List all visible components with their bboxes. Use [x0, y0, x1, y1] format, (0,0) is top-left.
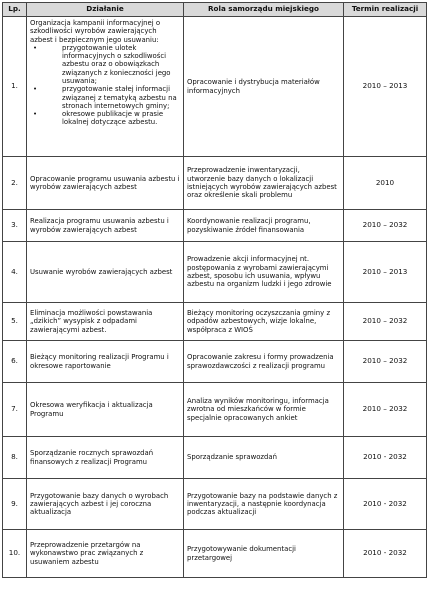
cell-dzialanie: Opracowanie programu usuwania azbestu i wyrobów zawierających azbest	[27, 157, 184, 210]
list-item-text: przygotowanie ulotek informacyjnych o szkodliwości azbestu oraz o obowiązkach związanych z konieczności jego usuwania;	[62, 43, 171, 85]
cell-dzialanie: Przygotowanie bazy danych o wyrobach zawierających azbest i jej coroczna aktualizacja	[27, 479, 184, 530]
table-row	[3, 437, 427, 479]
list-item	[30, 110, 180, 127]
table-row	[3, 341, 427, 383]
cell-lp: 3.	[3, 210, 27, 242]
table-row	[3, 242, 427, 303]
cell-rola: Bieżący monitoring oczyszczania gminy z odpadów azbestowych, wizje lokalne, współpraca z WIOŚ	[184, 303, 344, 341]
table-row	[3, 210, 427, 242]
bullet-icon: •	[33, 85, 38, 94]
cell-rola: Przygotowanie bazy na podstawie danych z inwentaryzacji, a następnie koordynacja podczas aktualizacji	[184, 479, 344, 530]
header-row	[3, 3, 427, 17]
cell-rola: Opracowanie i dystrybucja materiałów informacyjnych	[184, 17, 344, 157]
cell-lp: 1.	[3, 17, 27, 157]
table-row	[3, 479, 427, 530]
cell-rola: Koordynowanie realizacji programu, pozyskiwanie źródeł finansowania	[184, 210, 344, 242]
cell-termin: 2010 - 2032	[344, 530, 427, 578]
cell-rola: Prowadzenie akcji informacyjnej nt. postępowania z wyrobami zawierającymi azbest, sposobu ich usuwania, wpływu azbestu na organizm ludzki i jego zdrowie	[184, 242, 344, 303]
cell-termin: 2010 - 2032	[344, 437, 427, 479]
table-row	[3, 383, 427, 437]
table-row	[3, 157, 427, 210]
cell-lp: 2.	[3, 157, 27, 210]
cell-termin: 2010 – 2013	[344, 242, 427, 303]
cell-dzialanie: Realizacja programu usuwania azbestu i wyrobów zawierających azbest	[27, 210, 184, 242]
list-item	[30, 44, 180, 85]
header-rola: Rola samorządu miejskiego	[184, 3, 344, 17]
cell-dzialanie: Usuwanie wyrobów zawierających azbest	[27, 242, 184, 303]
cell-rola: Przygotowywanie dokumentacji przetargowej	[184, 530, 344, 578]
cell-dzialanie: Bieżący monitoring realizacji Programu i okresowe raportowanie	[27, 341, 184, 383]
cell-lp: 9.	[3, 479, 27, 530]
table-row	[3, 303, 427, 341]
list-item-text: okresowe publikacje w prasie lokalnej dotyczące azbestu.	[62, 110, 164, 127]
header-dzialanie: Działanie	[27, 3, 184, 17]
cell-lp: 7.	[3, 383, 27, 437]
cell-dzialanie: Eliminacja możliwości powstawania „dzikich” wysypisk z odpadami zawierającymi azbest.	[27, 303, 184, 341]
cell-termin: 2010 – 2032	[344, 303, 427, 341]
cell-termin: 2010 – 2013	[344, 17, 427, 157]
action-table	[2, 2, 427, 578]
table-row	[3, 530, 427, 578]
cell-dzialanie-text: Organizacja kampanii informacyjnej o szkodliwości wyrobów zawierających azbest i bezpiecznym jego usuwaniu:	[30, 19, 161, 44]
header-termin: Termin realizacji	[344, 3, 427, 17]
cell-dzialanie: Przeprowadzenie przetargów na wykonawstwo prac związanych z usuwaniem azbestu	[27, 530, 184, 578]
cell-lp: 10.	[3, 530, 27, 578]
cell-rola: Analiza wyników monitoringu, informacja zwrotna od mieszkańców w formie specjalnie opracowanych ankiet	[184, 383, 344, 437]
list-item	[30, 85, 180, 110]
cell-lp: 4.	[3, 242, 27, 303]
cell-dzialanie: Sporządzanie rocznych sprawozdań finansowych z realizacji Programu	[27, 437, 184, 479]
cell-rola: Opracowanie zakresu i formy prowadzenia sprawozdawczości z realizacji programu	[184, 341, 344, 383]
table-row	[3, 17, 427, 157]
header-lp: Lp.	[3, 3, 27, 17]
bullet-icon: •	[33, 110, 38, 119]
cell-dzialanie: Okresowa weryfikacja i aktualizacja Programu	[27, 383, 184, 437]
list-item-text: przygotowanie stałej informacji związanej z tematyką azbestu na stronach internetowych gminy;	[62, 85, 177, 110]
cell-lp: 5.	[3, 303, 27, 341]
cell-termin: 2010	[344, 157, 427, 210]
cell-termin: 2010 - 2032	[344, 479, 427, 530]
cell-termin: 2010 – 2032	[344, 341, 427, 383]
cell-rola: Sporządzanie sprawozdań	[184, 437, 344, 479]
cell-termin: 2010 – 2032	[344, 210, 427, 242]
cell-lp: 8.	[3, 437, 27, 479]
cell-termin: 2010 – 2032	[344, 383, 427, 437]
cell-dzialanie	[27, 17, 184, 157]
bullet-icon: •	[33, 43, 38, 52]
cell-lp: 6.	[3, 341, 27, 383]
subitem-list	[30, 44, 180, 127]
cell-rola: Przeprowadzenie inwentaryzacji, utworzenie bazy danych o lokalizacji istniejących wyrobów zawierających azbest oraz określenie skali problemu	[184, 157, 344, 210]
